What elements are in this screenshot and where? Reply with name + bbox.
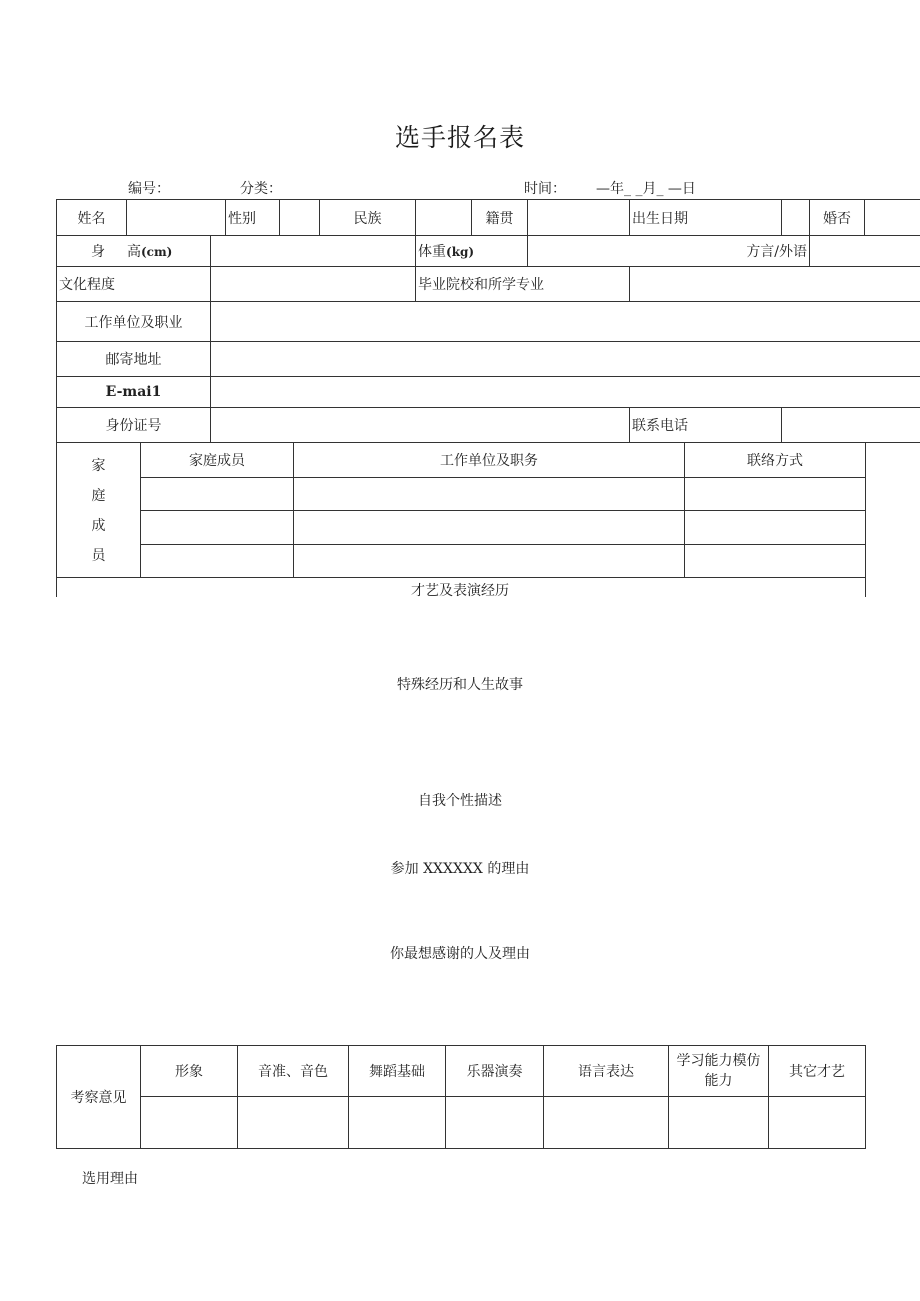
gender-input[interactable] (280, 200, 320, 236)
education-input[interactable] (211, 267, 416, 302)
ethnicity-input[interactable] (416, 200, 472, 236)
height-unit: (cm) (141, 245, 173, 259)
self-heading: 自我个性描述 (418, 793, 502, 809)
id-number-input[interactable] (211, 408, 630, 443)
weight-label (416, 236, 528, 267)
review-cell[interactable] (238, 1097, 349, 1149)
gender-label: 性别 (226, 200, 280, 236)
work-unit-label: 工作单位及职业 (57, 302, 211, 342)
family-member-header: 家庭成员 (141, 443, 294, 478)
family-table (56, 442, 866, 578)
height-label (57, 236, 211, 267)
family-work-header: 工作单位及职务 (294, 443, 685, 478)
review-header-pitch: 音准、音色 (238, 1046, 349, 1097)
ethnicity-label: 民族 (320, 200, 416, 236)
marital-label: 婚否 (810, 200, 865, 236)
number-label: 编号： (128, 181, 170, 197)
education-label: 文化程度 (57, 267, 211, 302)
height-input[interactable] (211, 236, 416, 267)
birth-date-input[interactable] (782, 200, 810, 236)
special-heading: 特殊经历和人生故事 (397, 677, 523, 693)
info-table (56, 199, 920, 443)
id-number-label: 身份证号 (57, 408, 211, 443)
talent-heading: 才艺及表演经历 (411, 583, 509, 599)
family-contact-cell[interactable] (685, 511, 866, 545)
address-label: 邮寄地址 (57, 342, 211, 377)
review-cell[interactable] (141, 1097, 238, 1149)
review-header-instrument: 乐器演奏 (446, 1046, 544, 1097)
review-label: 考察意见 (57, 1046, 141, 1149)
family-side-label (57, 443, 141, 578)
selection-reason-label: 选用理由 (82, 1171, 138, 1187)
family-char-2: 庭 (91, 488, 106, 504)
weight-unit: (kg) (446, 245, 475, 259)
review-cell[interactable] (446, 1097, 544, 1149)
email-input[interactable] (211, 377, 920, 408)
reason-heading: 参加 XXXXXX 的理由 (390, 861, 530, 877)
review-header-learning: 学习能力模仿能力 (669, 1046, 769, 1097)
phone-input[interactable] (782, 408, 920, 443)
review-header-image: 形象 (141, 1046, 238, 1097)
height-label-1: 身 (91, 244, 105, 260)
family-member-cell[interactable] (141, 545, 294, 578)
review-cell[interactable] (769, 1097, 866, 1149)
weight-label-text: 体重 (418, 244, 447, 260)
review-header-language: 语言表达 (544, 1046, 669, 1097)
review-cell[interactable] (544, 1097, 669, 1149)
family-contact-header: 联络方式 (685, 443, 866, 478)
date-field[interactable]: —年_ _月_ —日 (596, 181, 696, 197)
review-header-other: 其它才艺 (769, 1046, 866, 1097)
native-place-input[interactable] (528, 200, 630, 236)
family-char-3: 成 (91, 518, 106, 534)
name-input[interactable] (127, 200, 226, 236)
school-major-label: 毕业院校和所学专业 (416, 267, 630, 302)
family-char-1: 家 (91, 458, 106, 474)
name-label: 姓名 (57, 200, 127, 236)
phone-label: 联系电话 (630, 408, 782, 443)
page-title: 选手报名表 (394, 123, 525, 152)
address-input[interactable] (211, 342, 920, 377)
school-major-input[interactable] (630, 267, 920, 302)
category-label: 分类： (240, 181, 282, 197)
family-work-cell[interactable] (294, 478, 685, 511)
dialect-label: 方言/外语 (528, 236, 810, 267)
review-header-dance: 舞蹈基础 (349, 1046, 446, 1097)
family-member-cell[interactable] (141, 511, 294, 545)
family-char-4: 员 (91, 548, 106, 564)
time-label: 时间： (524, 181, 566, 197)
thanks-heading: 你最想感谢的人及理由 (390, 946, 530, 962)
family-contact-cell[interactable] (685, 545, 866, 578)
email-label: E-mai1 (57, 377, 211, 408)
birth-date-label: 出生日期 (630, 200, 782, 236)
height-label-2: 高 (127, 244, 141, 260)
family-work-cell[interactable] (294, 511, 685, 545)
native-place-label: 籍贯 (472, 200, 528, 236)
dialect-input[interactable] (810, 236, 920, 267)
review-cell[interactable] (349, 1097, 446, 1149)
family-member-cell[interactable] (141, 478, 294, 511)
family-work-cell[interactable] (294, 545, 685, 578)
review-table (56, 1045, 866, 1149)
marital-input[interactable] (865, 200, 920, 236)
family-contact-cell[interactable] (685, 478, 866, 511)
work-unit-input[interactable] (211, 302, 920, 342)
review-cell[interactable] (669, 1097, 769, 1149)
